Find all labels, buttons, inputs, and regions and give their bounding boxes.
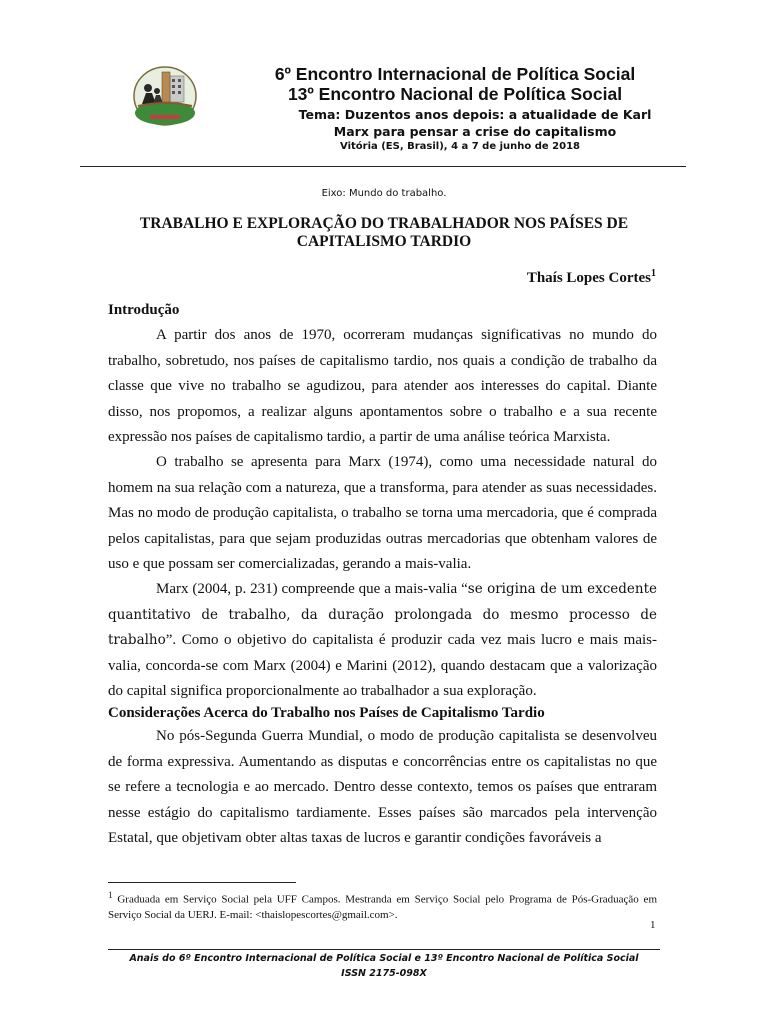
author [527,268,656,287]
header-divider [80,166,686,167]
footnote-divider [108,882,296,883]
conference-title-line2: 13º Encontro Nacional de Política Social [287,84,623,104]
conference-theme-line2: Marx para pensar a crise do capitalismo [333,124,617,139]
paragraph-2: O trabalho se apresenta para Marx (1974), como uma necessidade natural do homem na sua relação com a natureza, que a transforma, para atender as suas necessidades. Mas no modo de produção capitalista, o trabalho se torna uma mercadoria, que é comprada pelos capitalistas, para que sejam produzidas outras mercadorias que obtenham valores de uso e que possam ser comercializadas, gerando a mais-valia. [108,454,657,572]
paper-title-line1: TRABALHO E EXPLORAÇÃO DO TRABALHADOR NOS PAÍSES DE [139,215,629,232]
paragraph-3 [108,577,657,705]
section-heading-introduction: Introdução [108,302,180,318]
footnote-mark: 1 [108,890,113,900]
footnote [108,888,657,923]
page-number: 1 [650,919,656,931]
footer-proceedings: Anais do 6º Encontro Internacional de Política Social e 13º Encontro Nacional de Política Social [129,953,639,964]
footer-issn: ISSN 2175-098X [341,968,427,979]
conference-title-line1: 6º Encontro Internacional de Política Social [274,64,636,84]
footnote-text: Graduada em Serviço Social pela UFF Campos. Mestranda em Serviço Social pelo Programa de Pós-Graduação em Serviço Social da UERJ. E-mail: <thaislopescortes@gmail.com>. [108,893,657,921]
paper-title-line2: CAPITALISMO TARDIO [296,233,472,250]
conference-logo-icon [132,66,198,126]
footer-divider [108,949,660,950]
paragraph-3-text: Marx (2004, p. 231) compreende que a mais-valia “ [156,581,468,597]
paragraph-1: A partir dos anos de 1970, ocorreram mudanças significativas no mundo do trabalho, sobretudo, nos países de capitalismo tardio, nos quais a condição de trabalho da classe que vive no trabalho se agudizou, para atender aos interesses do capital. Diante disso, nos propomos, a realizar alguns apontamentos sobre o trabalho e a sua recente expressão nos países de capitalismo tardio, a partir de uma análise teórica Marxista. [108,327,657,445]
thematic-axis: Eixo: Mundo do trabalho. [321,188,447,199]
paragraph-3-text-cont: ”. Como o objetivo do capitalista é produzir cada vez mais lucro e mais mais-valia, concorda-se com Marx (2004) e Marini (2012), quando destacam que a valorização do capital significa proporcionalmente ao trabalhador a sua exploração. [108,632,657,699]
conference-date-place: Vitória (ES, Brasil), 4 a 7 de junho de 2018 [340,141,580,152]
author-name: Thaís Lopes Cortes [526,270,651,286]
paragraph-4: No pós-Segunda Guerra Mundial, o modo de produção capitalista se desenvolveu de forma expressiva. Aumentando as disputas e concorrências entre os capitalistas no que se refere a tecnologia e ao mercado. Dentro desse contexto, temos os países que entraram nesse estágio do capitalismo tardiamente. Esses países são marcados pela intervenção Estatal, que objetivam obter altas taxas de lucros e garantir condições favoráveis a [108,728,657,846]
quotation: se origina de um excedente quantitativo de trabalho, da duração prolongada do mesmo processo de trabalho [108,581,657,648]
section-heading-consideracoes: Considerações Acerca do Trabalho nos Países de Capitalismo Tardio [108,705,545,721]
author-footnote-mark[interactable]: 1 [651,268,656,279]
conference-theme-line1: Tema: Duzentos anos depois: a atualidade de Karl [298,107,652,122]
